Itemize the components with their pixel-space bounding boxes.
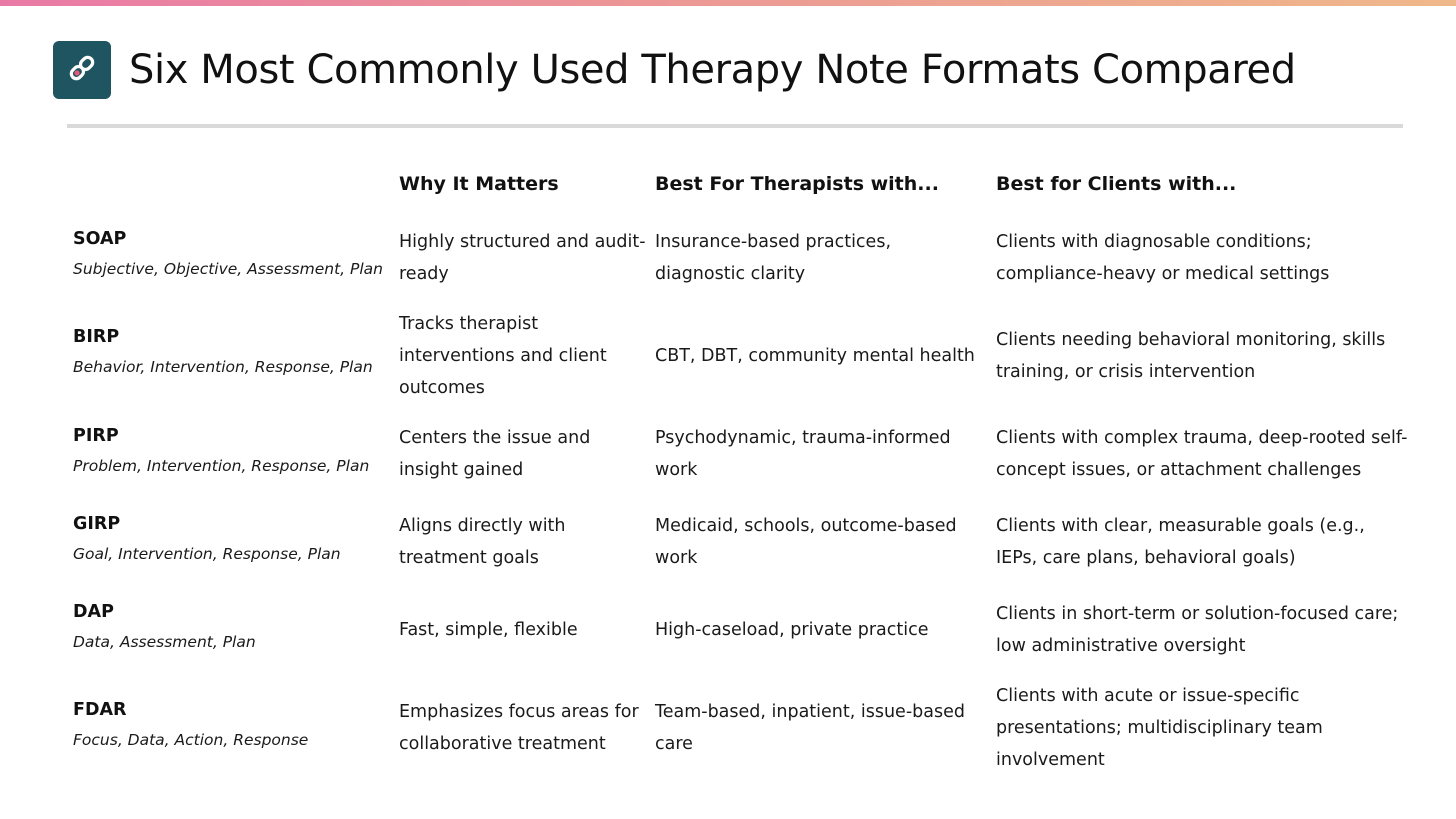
why-it-matters-cell: Highly structured and audit-ready: [399, 232, 646, 284]
format-name: DAP: [73, 602, 114, 622]
top-accent-bar: [0, 0, 1456, 6]
best-for-therapists-cell: Team-based, inpatient, issue-based care: [655, 702, 965, 754]
title-divider: [67, 124, 1403, 128]
page-title: Six Most Commonly Used Therapy Note Formats Compared: [129, 47, 1296, 93]
format-full-name: Subjective, Objective, Assessment, Plan: [73, 260, 383, 278]
format-name: FDAR: [73, 700, 127, 720]
format-full-name: Problem, Intervention, Response, Plan: [73, 457, 370, 475]
best-for-therapists-cell: Psychodynamic, trauma-informed work: [655, 428, 951, 480]
format-full-name: Focus, Data, Action, Response: [73, 731, 309, 749]
why-it-matters-cell: Fast, simple, flexible: [399, 620, 578, 640]
header-why-it-matters: Why It Matters: [399, 173, 559, 195]
best-for-therapists-cell: Medicaid, schools, outcome-based work: [655, 516, 957, 568]
format-full-name: Data, Assessment, Plan: [73, 633, 256, 651]
format-name: PIRP: [73, 426, 119, 446]
best-for-clients-cell: Clients in short-term or solution-focused care; low administrative oversight: [996, 604, 1399, 656]
best-for-clients-cell: Clients needing behavioral monitoring, skills training, or crisis intervention: [996, 330, 1386, 382]
why-it-matters-cell: Emphasizes focus areas for collaborative treatment: [399, 702, 639, 754]
format-name: BIRP: [73, 327, 120, 347]
header-best-for-therapists: Best For Therapists with...: [655, 173, 939, 195]
best-for-therapists-cell: High-caseload, private practice: [655, 620, 929, 640]
why-it-matters-cell: Tracks therapist interventions and client outcomes: [399, 314, 607, 398]
header-best-for-clients: Best for Clients with...: [996, 173, 1237, 195]
format-name: GIRP: [73, 514, 121, 534]
best-for-therapists-cell: Insurance-based practices, diagnostic clarity: [655, 232, 892, 284]
best-for-therapists-cell: CBT, DBT, community mental health: [655, 346, 975, 366]
best-for-clients-cell: Clients with complex trauma, deep-rooted self-concept issues, or attachment challenges: [996, 428, 1408, 480]
why-it-matters-cell: Centers the issue and insight gained: [399, 428, 591, 480]
best-for-clients-cell: Clients with acute or issue-specific presentations; multidisciplinary team involvement: [996, 686, 1323, 770]
best-for-clients-cell: Clients with clear, measurable goals (e.g., IEPs, care plans, behavioral goals): [996, 516, 1365, 568]
format-full-name: Behavior, Intervention, Response, Plan: [73, 358, 373, 376]
format-name: SOAP: [73, 229, 127, 249]
best-for-clients-cell: Clients with diagnosable conditions; compliance-heavy or medical settings: [996, 232, 1330, 284]
why-it-matters-cell: Aligns directly with treatment goals: [399, 516, 566, 568]
link-icon: [65, 51, 99, 89]
format-full-name: Goal, Intervention, Response, Plan: [73, 545, 341, 563]
logo: [53, 41, 111, 99]
